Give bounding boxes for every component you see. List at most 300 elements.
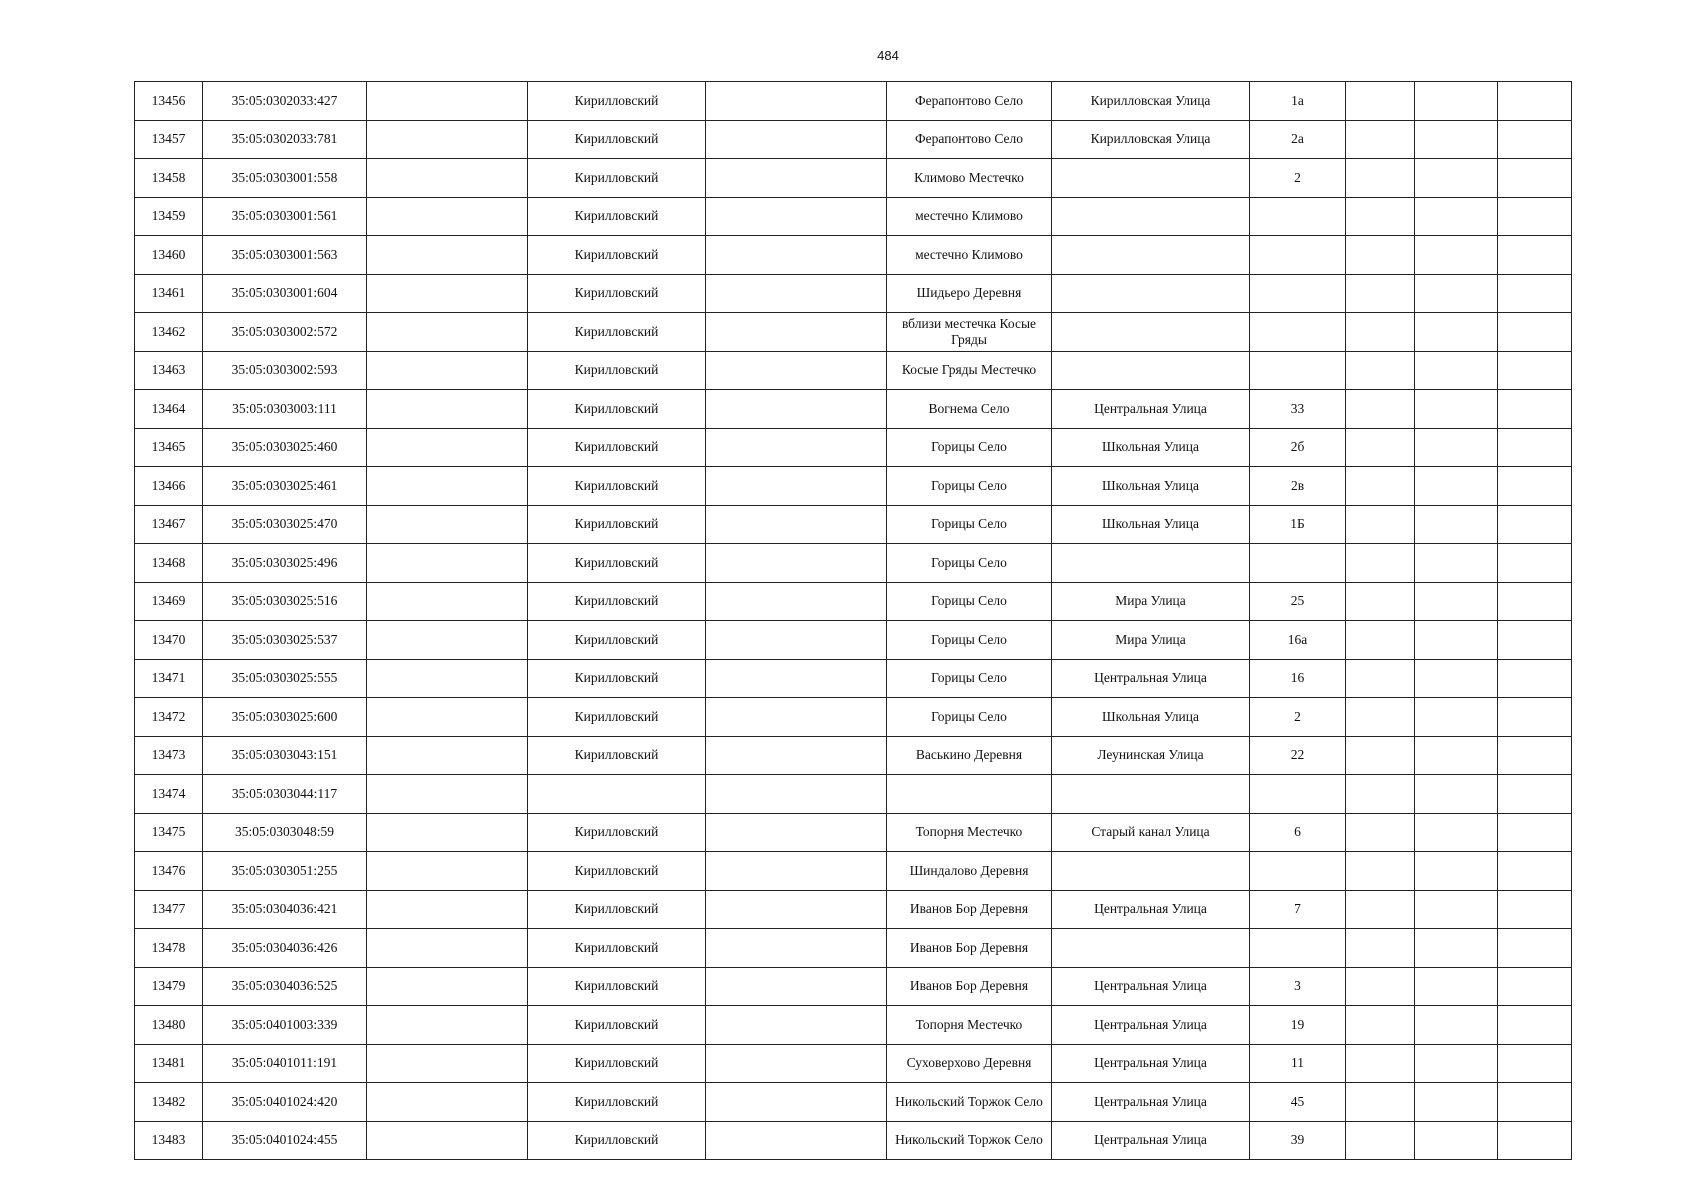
row-number-cell: 13463 <box>135 351 203 390</box>
empty-cell-3 <box>367 1006 528 1045</box>
empty-cell-3 <box>367 775 528 814</box>
empty-cell-9 <box>1346 813 1415 852</box>
row-number-cell: 13478 <box>135 929 203 968</box>
empty-cell-11 <box>1498 313 1572 352</box>
house-number-cell <box>1250 313 1346 352</box>
empty-cell-10 <box>1415 236 1498 275</box>
table-row <box>135 120 1572 159</box>
row-number-cell: 13470 <box>135 621 203 660</box>
cadastral-number-cell: 35:05:0303025:537 <box>203 621 367 660</box>
house-number-cell <box>1250 351 1346 390</box>
empty-cell-10 <box>1415 698 1498 737</box>
empty-cell-10 <box>1415 120 1498 159</box>
table-row <box>135 967 1572 1006</box>
row-number-cell: 13464 <box>135 390 203 429</box>
table-row <box>135 313 1572 352</box>
house-number-cell: 2 <box>1250 159 1346 198</box>
empty-cell-10 <box>1415 544 1498 583</box>
table-row <box>135 390 1572 429</box>
cadastral-number-cell: 35:05:0303025:460 <box>203 428 367 467</box>
settlement-cell: Горицы Село <box>887 428 1052 467</box>
table-row <box>135 428 1572 467</box>
settlement-cell: Иванов Бор Деревня <box>887 890 1052 929</box>
cadastral-number-cell: 35:05:0303001:558 <box>203 159 367 198</box>
row-number-cell: 13481 <box>135 1044 203 1083</box>
cadastral-number-cell: 35:05:0303025:470 <box>203 505 367 544</box>
empty-cell-5 <box>706 1044 887 1083</box>
table-row <box>135 736 1572 775</box>
house-number-cell: 11 <box>1250 1044 1346 1083</box>
settlement-cell: Иванов Бор Деревня <box>887 967 1052 1006</box>
empty-cell-3 <box>367 659 528 698</box>
empty-cell-3 <box>367 852 528 891</box>
settlement-cell: местечно Климово <box>887 197 1052 236</box>
empty-cell-10 <box>1415 1083 1498 1122</box>
empty-cell-10 <box>1415 274 1498 313</box>
row-number-cell: 13462 <box>135 313 203 352</box>
street-cell <box>1052 852 1250 891</box>
cadastral-number-cell: 35:05:0401003:339 <box>203 1006 367 1045</box>
empty-cell-10 <box>1415 313 1498 352</box>
cadastral-number-cell: 35:05:0303002:593 <box>203 351 367 390</box>
table-row <box>135 467 1572 506</box>
empty-cell-10 <box>1415 351 1498 390</box>
empty-cell-10 <box>1415 467 1498 506</box>
empty-cell-3 <box>367 1044 528 1083</box>
empty-cell-9 <box>1346 967 1415 1006</box>
settlement-cell: Горицы Село <box>887 698 1052 737</box>
table-row <box>135 351 1572 390</box>
settlement-cell: Топорня Местечко <box>887 1006 1052 1045</box>
table-row <box>135 159 1572 198</box>
house-number-cell: 33 <box>1250 390 1346 429</box>
empty-cell-9 <box>1346 1121 1415 1160</box>
empty-cell-5 <box>706 1121 887 1160</box>
settlement-cell: Суховерхово Деревня <box>887 1044 1052 1083</box>
street-cell: Центральная Улица <box>1052 659 1250 698</box>
street-cell: Старый канал Улица <box>1052 813 1250 852</box>
empty-cell-9 <box>1346 236 1415 275</box>
empty-cell-9 <box>1346 929 1415 968</box>
house-number-cell: 1Б <box>1250 505 1346 544</box>
settlement-cell: Шидьеро Деревня <box>887 274 1052 313</box>
empty-cell-10 <box>1415 505 1498 544</box>
district-cell: Кирилловский <box>528 544 706 583</box>
cadastral-number-cell: 35:05:0304036:426 <box>203 929 367 968</box>
cadastral-number-cell: 35:05:0303025:516 <box>203 582 367 621</box>
settlement-cell: Горицы Село <box>887 621 1052 660</box>
district-cell: Кирилловский <box>528 813 706 852</box>
empty-cell-3 <box>367 159 528 198</box>
district-cell: Кирилловский <box>528 1044 706 1083</box>
cadastral-number-cell: 35:05:0303025:461 <box>203 467 367 506</box>
empty-cell-10 <box>1415 197 1498 236</box>
empty-cell-3 <box>367 890 528 929</box>
empty-cell-5 <box>706 236 887 275</box>
empty-cell-5 <box>706 274 887 313</box>
empty-cell-11 <box>1498 775 1572 814</box>
house-number-cell: 2а <box>1250 120 1346 159</box>
settlement-cell: Никольский Торжок Село <box>887 1121 1052 1160</box>
cadastral-number-cell: 35:05:0303025:600 <box>203 698 367 737</box>
empty-cell-11 <box>1498 813 1572 852</box>
district-cell: Кирилловский <box>528 967 706 1006</box>
street-cell <box>1052 351 1250 390</box>
empty-cell-3 <box>367 967 528 1006</box>
cadastral-number-cell: 35:05:0303025:496 <box>203 544 367 583</box>
empty-cell-5 <box>706 120 887 159</box>
empty-cell-11 <box>1498 890 1572 929</box>
row-number-cell: 13459 <box>135 197 203 236</box>
district-cell: Кирилловский <box>528 1121 706 1160</box>
empty-cell-3 <box>367 582 528 621</box>
empty-cell-5 <box>706 775 887 814</box>
empty-cell-11 <box>1498 698 1572 737</box>
empty-cell-9 <box>1346 1083 1415 1122</box>
empty-cell-3 <box>367 428 528 467</box>
cadastral-number-cell: 35:05:0303043:151 <box>203 736 367 775</box>
row-number-cell: 13472 <box>135 698 203 737</box>
empty-cell-11 <box>1498 544 1572 583</box>
empty-cell-9 <box>1346 736 1415 775</box>
empty-cell-10 <box>1415 929 1498 968</box>
empty-cell-5 <box>706 852 887 891</box>
street-cell: Мира Улица <box>1052 621 1250 660</box>
empty-cell-10 <box>1415 1121 1498 1160</box>
empty-cell-3 <box>367 236 528 275</box>
house-number-cell: 2 <box>1250 698 1346 737</box>
row-number-cell: 13469 <box>135 582 203 621</box>
cadastral-number-cell: 35:05:0401024:455 <box>203 1121 367 1160</box>
table-row <box>135 197 1572 236</box>
district-cell: Кирилловский <box>528 698 706 737</box>
table-row <box>135 1044 1572 1083</box>
district-cell: Кирилловский <box>528 621 706 660</box>
page-number: 484 <box>877 48 899 63</box>
empty-cell-9 <box>1346 659 1415 698</box>
settlement-cell: Косые Гряды Местечко <box>887 351 1052 390</box>
table-row <box>135 236 1572 275</box>
empty-cell-9 <box>1346 390 1415 429</box>
settlement-cell: Горицы Село <box>887 467 1052 506</box>
district-cell: Кирилловский <box>528 659 706 698</box>
table-row <box>135 582 1572 621</box>
settlement-cell: Иванов Бор Деревня <box>887 929 1052 968</box>
house-number-cell: 2в <box>1250 467 1346 506</box>
district-cell: Кирилловский <box>528 890 706 929</box>
empty-cell-9 <box>1346 467 1415 506</box>
row-number-cell: 13473 <box>135 736 203 775</box>
row-number-cell: 13458 <box>135 159 203 198</box>
cadastral-number-cell: 35:05:0303001:561 <box>203 197 367 236</box>
empty-cell-3 <box>367 929 528 968</box>
street-cell: Кирилловская Улица <box>1052 82 1250 121</box>
house-number-cell <box>1250 929 1346 968</box>
street-cell <box>1052 197 1250 236</box>
district-cell: Кирилловский <box>528 351 706 390</box>
empty-cell-9 <box>1346 505 1415 544</box>
row-number-cell: 13456 <box>135 82 203 121</box>
cadastral-number-cell: 35:05:0304036:525 <box>203 967 367 1006</box>
empty-cell-11 <box>1498 967 1572 1006</box>
table-row <box>135 505 1572 544</box>
district-cell: Кирилловский <box>528 1083 706 1122</box>
empty-cell-9 <box>1346 852 1415 891</box>
row-number-cell: 13467 <box>135 505 203 544</box>
street-cell <box>1052 775 1250 814</box>
district-cell: Кирилловский <box>528 159 706 198</box>
empty-cell-10 <box>1415 621 1498 660</box>
district-cell: Кирилловский <box>528 1006 706 1045</box>
empty-cell-5 <box>706 659 887 698</box>
street-cell: Леунинская Улица <box>1052 736 1250 775</box>
cadastral-number-cell: 35:05:0303044:117 <box>203 775 367 814</box>
empty-cell-3 <box>367 467 528 506</box>
street-cell: Центральная Улица <box>1052 890 1250 929</box>
house-number-cell: 19 <box>1250 1006 1346 1045</box>
row-number-cell: 13476 <box>135 852 203 891</box>
empty-cell-5 <box>706 929 887 968</box>
empty-cell-9 <box>1346 698 1415 737</box>
empty-cell-9 <box>1346 274 1415 313</box>
house-number-cell: 16а <box>1250 621 1346 660</box>
row-number-cell: 13460 <box>135 236 203 275</box>
empty-cell-3 <box>367 274 528 313</box>
house-number-cell <box>1250 274 1346 313</box>
empty-cell-11 <box>1498 428 1572 467</box>
house-number-cell: 39 <box>1250 1121 1346 1160</box>
empty-cell-3 <box>367 1121 528 1160</box>
house-number-cell: 16 <box>1250 659 1346 698</box>
cadastral-number-cell: 35:05:0303051:255 <box>203 852 367 891</box>
empty-cell-9 <box>1346 351 1415 390</box>
house-number-cell: 1а <box>1250 82 1346 121</box>
district-cell: Кирилловский <box>528 313 706 352</box>
empty-cell-9 <box>1346 621 1415 660</box>
cadastral-number-cell: 35:05:0401024:420 <box>203 1083 367 1122</box>
empty-cell-11 <box>1498 1121 1572 1160</box>
empty-cell-9 <box>1346 544 1415 583</box>
house-number-cell: 6 <box>1250 813 1346 852</box>
empty-cell-5 <box>706 967 887 1006</box>
empty-cell-10 <box>1415 582 1498 621</box>
empty-cell-10 <box>1415 428 1498 467</box>
row-number-cell: 13475 <box>135 813 203 852</box>
row-number-cell: 13482 <box>135 1083 203 1122</box>
street-cell: Центральная Улица <box>1052 1083 1250 1122</box>
settlement-cell <box>887 775 1052 814</box>
empty-cell-9 <box>1346 582 1415 621</box>
empty-cell-5 <box>706 813 887 852</box>
table-row <box>135 890 1572 929</box>
empty-cell-9 <box>1346 890 1415 929</box>
empty-cell-10 <box>1415 1044 1498 1083</box>
empty-cell-3 <box>367 351 528 390</box>
empty-cell-3 <box>367 813 528 852</box>
empty-cell-5 <box>706 313 887 352</box>
row-number-cell: 13477 <box>135 890 203 929</box>
table-row <box>135 775 1572 814</box>
empty-cell-3 <box>367 390 528 429</box>
table-row <box>135 274 1572 313</box>
empty-cell-3 <box>367 120 528 159</box>
district-cell: Кирилловский <box>528 505 706 544</box>
row-number-cell: 13480 <box>135 1006 203 1045</box>
house-number-cell <box>1250 197 1346 236</box>
street-cell <box>1052 236 1250 275</box>
empty-cell-10 <box>1415 159 1498 198</box>
table-row <box>135 929 1572 968</box>
street-cell <box>1052 929 1250 968</box>
cadastral-number-cell: 35:05:0303002:572 <box>203 313 367 352</box>
empty-cell-9 <box>1346 428 1415 467</box>
row-number-cell: 13466 <box>135 467 203 506</box>
house-number-cell: 22 <box>1250 736 1346 775</box>
district-cell: Кирилловский <box>528 428 706 467</box>
table-row <box>135 659 1572 698</box>
house-number-cell <box>1250 544 1346 583</box>
street-cell: Школьная Улица <box>1052 428 1250 467</box>
table-row <box>135 544 1572 583</box>
empty-cell-10 <box>1415 890 1498 929</box>
empty-cell-5 <box>706 698 887 737</box>
settlement-cell: Горицы Село <box>887 505 1052 544</box>
house-number-cell <box>1250 236 1346 275</box>
empty-cell-11 <box>1498 390 1572 429</box>
street-cell: Школьная Улица <box>1052 505 1250 544</box>
cadastral-number-cell: 35:05:0304036:421 <box>203 890 367 929</box>
empty-cell-11 <box>1498 582 1572 621</box>
empty-cell-11 <box>1498 1044 1572 1083</box>
house-number-cell: 7 <box>1250 890 1346 929</box>
empty-cell-10 <box>1415 390 1498 429</box>
district-cell: Кирилловский <box>528 852 706 891</box>
empty-cell-3 <box>367 544 528 583</box>
street-cell: Центральная Улица <box>1052 967 1250 1006</box>
cadastral-number-cell: 35:05:0303048:59 <box>203 813 367 852</box>
empty-cell-5 <box>706 621 887 660</box>
cadastral-number-cell: 35:05:0401011:191 <box>203 1044 367 1083</box>
row-number-cell: 13468 <box>135 544 203 583</box>
house-number-cell <box>1250 852 1346 891</box>
empty-cell-3 <box>367 736 528 775</box>
empty-cell-9 <box>1346 1044 1415 1083</box>
street-cell: Кирилловская Улица <box>1052 120 1250 159</box>
empty-cell-11 <box>1498 1006 1572 1045</box>
district-cell: Кирилловский <box>528 736 706 775</box>
empty-cell-10 <box>1415 659 1498 698</box>
street-cell <box>1052 274 1250 313</box>
street-cell <box>1052 159 1250 198</box>
empty-cell-5 <box>706 428 887 467</box>
empty-cell-3 <box>367 698 528 737</box>
empty-cell-5 <box>706 505 887 544</box>
empty-cell-5 <box>706 1006 887 1045</box>
house-number-cell: 25 <box>1250 582 1346 621</box>
empty-cell-5 <box>706 390 887 429</box>
empty-cell-10 <box>1415 82 1498 121</box>
street-cell: Школьная Улица <box>1052 467 1250 506</box>
row-number-cell: 13461 <box>135 274 203 313</box>
table-row <box>135 621 1572 660</box>
cadastral-number-cell: 35:05:0303001:563 <box>203 236 367 275</box>
street-cell: Центральная Улица <box>1052 1121 1250 1160</box>
table-row <box>135 852 1572 891</box>
settlement-cell: Шиндалово Деревня <box>887 852 1052 891</box>
settlement-cell: Горицы Село <box>887 544 1052 583</box>
empty-cell-3 <box>367 621 528 660</box>
empty-cell-3 <box>367 82 528 121</box>
empty-cell-11 <box>1498 659 1572 698</box>
empty-cell-11 <box>1498 82 1572 121</box>
empty-cell-10 <box>1415 967 1498 1006</box>
settlement-cell: Ферапонтово Село <box>887 82 1052 121</box>
row-number-cell: 13474 <box>135 775 203 814</box>
settlement-cell: местечно Климово <box>887 236 1052 275</box>
empty-cell-3 <box>367 197 528 236</box>
cadastral-number-cell: 35:05:0302033:427 <box>203 82 367 121</box>
row-number-cell: 13483 <box>135 1121 203 1160</box>
empty-cell-5 <box>706 736 887 775</box>
house-number-cell: 45 <box>1250 1083 1346 1122</box>
street-cell <box>1052 544 1250 583</box>
empty-cell-11 <box>1498 274 1572 313</box>
settlement-cell: Топорня Местечко <box>887 813 1052 852</box>
empty-cell-11 <box>1498 159 1572 198</box>
empty-cell-9 <box>1346 775 1415 814</box>
empty-cell-10 <box>1415 813 1498 852</box>
empty-cell-5 <box>706 890 887 929</box>
settlement-cell: Вогнема Село <box>887 390 1052 429</box>
street-cell: Центральная Улица <box>1052 390 1250 429</box>
street-cell: Центральная Улица <box>1052 1006 1250 1045</box>
house-number-cell: 3 <box>1250 967 1346 1006</box>
empty-cell-3 <box>367 505 528 544</box>
row-number-cell: 13457 <box>135 120 203 159</box>
house-number-cell <box>1250 775 1346 814</box>
cadastral-number-cell: 35:05:0302033:781 <box>203 120 367 159</box>
street-cell: Центральная Улица <box>1052 1044 1250 1083</box>
settlement-cell: Горицы Село <box>887 659 1052 698</box>
empty-cell-11 <box>1498 621 1572 660</box>
empty-cell-10 <box>1415 736 1498 775</box>
empty-cell-9 <box>1346 82 1415 121</box>
settlement-cell: Горицы Село <box>887 582 1052 621</box>
settlement-cell: Никольский Торжок Село <box>887 1083 1052 1122</box>
settlement-cell: Ферапонтово Село <box>887 120 1052 159</box>
empty-cell-5 <box>706 197 887 236</box>
table-row <box>135 82 1572 121</box>
cadastral-number-cell: 35:05:0303001:604 <box>203 274 367 313</box>
empty-cell-10 <box>1415 852 1498 891</box>
empty-cell-9 <box>1346 197 1415 236</box>
empty-cell-10 <box>1415 1006 1498 1045</box>
empty-cell-9 <box>1346 159 1415 198</box>
empty-cell-11 <box>1498 505 1572 544</box>
district-cell: Кирилловский <box>528 467 706 506</box>
row-number-cell: 13471 <box>135 659 203 698</box>
settlement-cell: Климово Местечко <box>887 159 1052 198</box>
settlement-cell: вблизи местечка Косые Гряды <box>887 313 1052 352</box>
cadastral-number-cell: 35:05:0303025:555 <box>203 659 367 698</box>
house-number-cell: 2б <box>1250 428 1346 467</box>
empty-cell-9 <box>1346 1006 1415 1045</box>
district-cell: Кирилловский <box>528 929 706 968</box>
settlement-cell: Васькино Деревня <box>887 736 1052 775</box>
empty-cell-11 <box>1498 197 1572 236</box>
empty-cell-5 <box>706 351 887 390</box>
empty-cell-5 <box>706 1083 887 1122</box>
